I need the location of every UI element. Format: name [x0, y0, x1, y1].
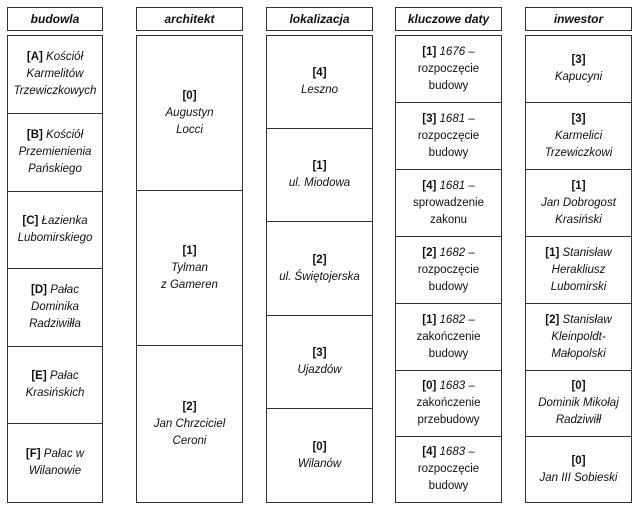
location-cell [267, 409, 372, 502]
date-event-line: rozpoczęcie [417, 463, 480, 475]
architect-code: [1] [182, 244, 197, 257]
date-year: 1682 [439, 246, 466, 259]
investor-name-line: Lubomirski [550, 280, 607, 293]
investor-code: [1] [545, 246, 560, 259]
date-code: [0] [422, 380, 437, 392]
investor-name-line: Jan III Sobieski [539, 471, 618, 484]
architect-name-line: Tylman [171, 261, 208, 274]
date-event-line: sprowadzenie [413, 196, 484, 209]
location-code: [1] [312, 160, 327, 172]
investor-cell [526, 103, 631, 170]
location-code: [2] [312, 253, 327, 266]
building-cell-e [8, 347, 102, 424]
investor-name-line: Małopolski [551, 347, 606, 360]
architect-cell [137, 36, 242, 191]
date-event-line: rozpoczęcie [417, 263, 480, 276]
date-year: 1681 [439, 179, 466, 192]
date-event-line: przebudowy [417, 414, 480, 426]
investor-code: [3] [571, 112, 586, 125]
investor-name-line: Stanisław [562, 246, 612, 259]
location-code: [0] [312, 440, 327, 453]
column-header-architekt: architekt [136, 7, 243, 31]
building-name-line: Przemienienia [18, 146, 92, 158]
investor-name-line: Radziwiłł [555, 414, 602, 426]
building-code: [A] [26, 51, 43, 63]
investor-cell [526, 304, 631, 371]
date-year: 1683 [439, 380, 466, 392]
building-name-line: Radziwiłła [29, 318, 81, 330]
column-architekt [136, 7, 243, 503]
column-header-budowla: budowla [7, 7, 103, 31]
building-cell-b [8, 114, 102, 192]
investor-name-line: Trzewiczkowi [544, 146, 613, 159]
date-cell: [2] 1682 – rozpoczęcie budowy [396, 237, 501, 304]
location-cell [267, 222, 372, 316]
investor-code: [2] [545, 313, 560, 326]
location-code: [4] [312, 67, 327, 79]
location-cell [267, 36, 372, 129]
building-name-line: Pańskiego [28, 163, 82, 175]
column-body-budowla [7, 35, 103, 503]
building-name-line: Krasińskich [25, 387, 85, 399]
date-event-line: budowy [428, 347, 469, 360]
location-code: [3] [312, 347, 327, 359]
date-code: [3] [422, 112, 437, 125]
date-cell: [1] 1682 – zakończenie budowy [396, 304, 501, 371]
architect-cell [137, 191, 242, 346]
column-header-lokalizacja: lokalizacja [266, 7, 373, 31]
investor-name-line: Stanisław [562, 313, 612, 326]
architect-code: [2] [182, 400, 197, 413]
location-name: Leszno [300, 84, 339, 96]
date-event-line: zakonu [429, 213, 468, 226]
building-code: [E] [31, 370, 47, 382]
investor-name-line: Kapucyni [554, 71, 603, 83]
date-event-line: rozpoczęcie [417, 62, 480, 75]
building-name-line: Kościół [46, 51, 84, 63]
date-event-line: budowy [428, 280, 469, 293]
location-cell [267, 129, 372, 222]
building-cell-a [8, 36, 102, 114]
date-event-line: zakończenie [416, 397, 481, 409]
date-event-line: budowy [428, 79, 469, 92]
investor-code: [1] [571, 179, 586, 192]
investor-name-line: Dominik Mikołaj [538, 397, 619, 409]
building-cell-c [8, 192, 102, 269]
date-year: 1683 [439, 446, 466, 458]
investor-name-line: Krasiński [555, 213, 602, 226]
column-body-kluczowe-daty [395, 35, 502, 503]
building-name-line: Łazienka [41, 215, 88, 227]
building-name-line: Karmelitów [26, 68, 84, 80]
investor-cell [526, 371, 631, 437]
location-name: Ujazdów [297, 364, 342, 376]
architect-code: [0] [182, 89, 197, 102]
building-name-line: Pałac [50, 284, 79, 296]
architect-name-line: Ceroni [172, 434, 207, 447]
investor-cell [526, 237, 631, 304]
investor-name-line: Kleinpoldt- [551, 330, 606, 343]
investor-code: [3] [571, 54, 586, 66]
date-code: [1] [422, 313, 437, 326]
date-code: [4] [422, 179, 437, 192]
architect-name-line: Jan Chrzciciel [153, 417, 226, 430]
building-cell-d [8, 269, 102, 347]
date-event-line: rozpoczęcie [417, 129, 480, 142]
building-code: [B] [26, 129, 43, 141]
building-name-line: Kościół [46, 129, 84, 141]
date-event-line: budowy [428, 480, 469, 492]
column-body-architekt [136, 35, 243, 503]
date-year: 1682 [439, 313, 466, 326]
date-event-line: budowy [428, 146, 469, 159]
architect-cell [137, 346, 242, 502]
date-code: [4] [422, 446, 437, 458]
location-name: Wilanów [297, 457, 342, 470]
date-event-line: zakończenie [416, 330, 481, 343]
date-cell: [4] 1681 – sprowadzenie zakonu [396, 170, 501, 237]
investor-code: [0] [571, 380, 586, 392]
architect-name-line: Augustyn [165, 106, 214, 119]
building-name-line: Dominika [31, 301, 79, 313]
column-budowla [7, 7, 103, 503]
date-code: [1] [422, 45, 437, 58]
investor-name-line: Herakliusz [551, 263, 606, 276]
column-header-inwestor: inwestor [525, 7, 632, 31]
location-name: ul. Świętojerska [279, 270, 360, 283]
building-name-line: Trzewiczkowych [13, 85, 97, 97]
column-inwestor [525, 7, 632, 503]
architect-name-line: Locci [176, 123, 203, 136]
investor-name-line: Karmelici [554, 129, 603, 142]
date-code: [2] [422, 246, 437, 259]
investor-name-line: Jan Dobrogost [541, 196, 616, 209]
building-cell-f [8, 424, 102, 502]
date-cell: [1] 1676 – rozpoczęcie budowy [396, 36, 501, 103]
column-body-lokalizacja [266, 35, 373, 503]
building-code: [C] [22, 215, 39, 227]
investor-cell [526, 437, 631, 502]
building-name-line: Pałac [49, 370, 79, 382]
date-year: 1676 [439, 45, 466, 58]
location-name: ul. Miodowa [288, 177, 351, 189]
location-cell [267, 316, 372, 409]
building-name-line: Wilanowie [28, 465, 82, 477]
building-name-line: Pałac w [43, 448, 85, 460]
investor-code: [0] [571, 454, 586, 467]
building-code: [D] [31, 284, 47, 296]
column-lokalizacja [266, 7, 373, 503]
column-kluczowe-daty [395, 7, 502, 503]
investor-cell [526, 36, 631, 103]
column-body-inwestor [525, 35, 632, 503]
investor-cell [526, 170, 631, 237]
date-cell: [0] 1683 – zakończenie przebudowy [396, 371, 501, 437]
building-name-line: Lubomirskiego [17, 232, 93, 244]
date-cell: [3] 1681 – rozpoczęcie budowy [396, 103, 501, 170]
architect-name-line: z Gameren [161, 278, 218, 291]
date-cell: [4] 1683 – rozpoczęcie budowy [396, 437, 501, 502]
building-code: [F] [25, 448, 41, 460]
column-header-kluczowe-daty: kluczowe daty [395, 7, 502, 31]
date-year: 1681 [439, 112, 466, 125]
